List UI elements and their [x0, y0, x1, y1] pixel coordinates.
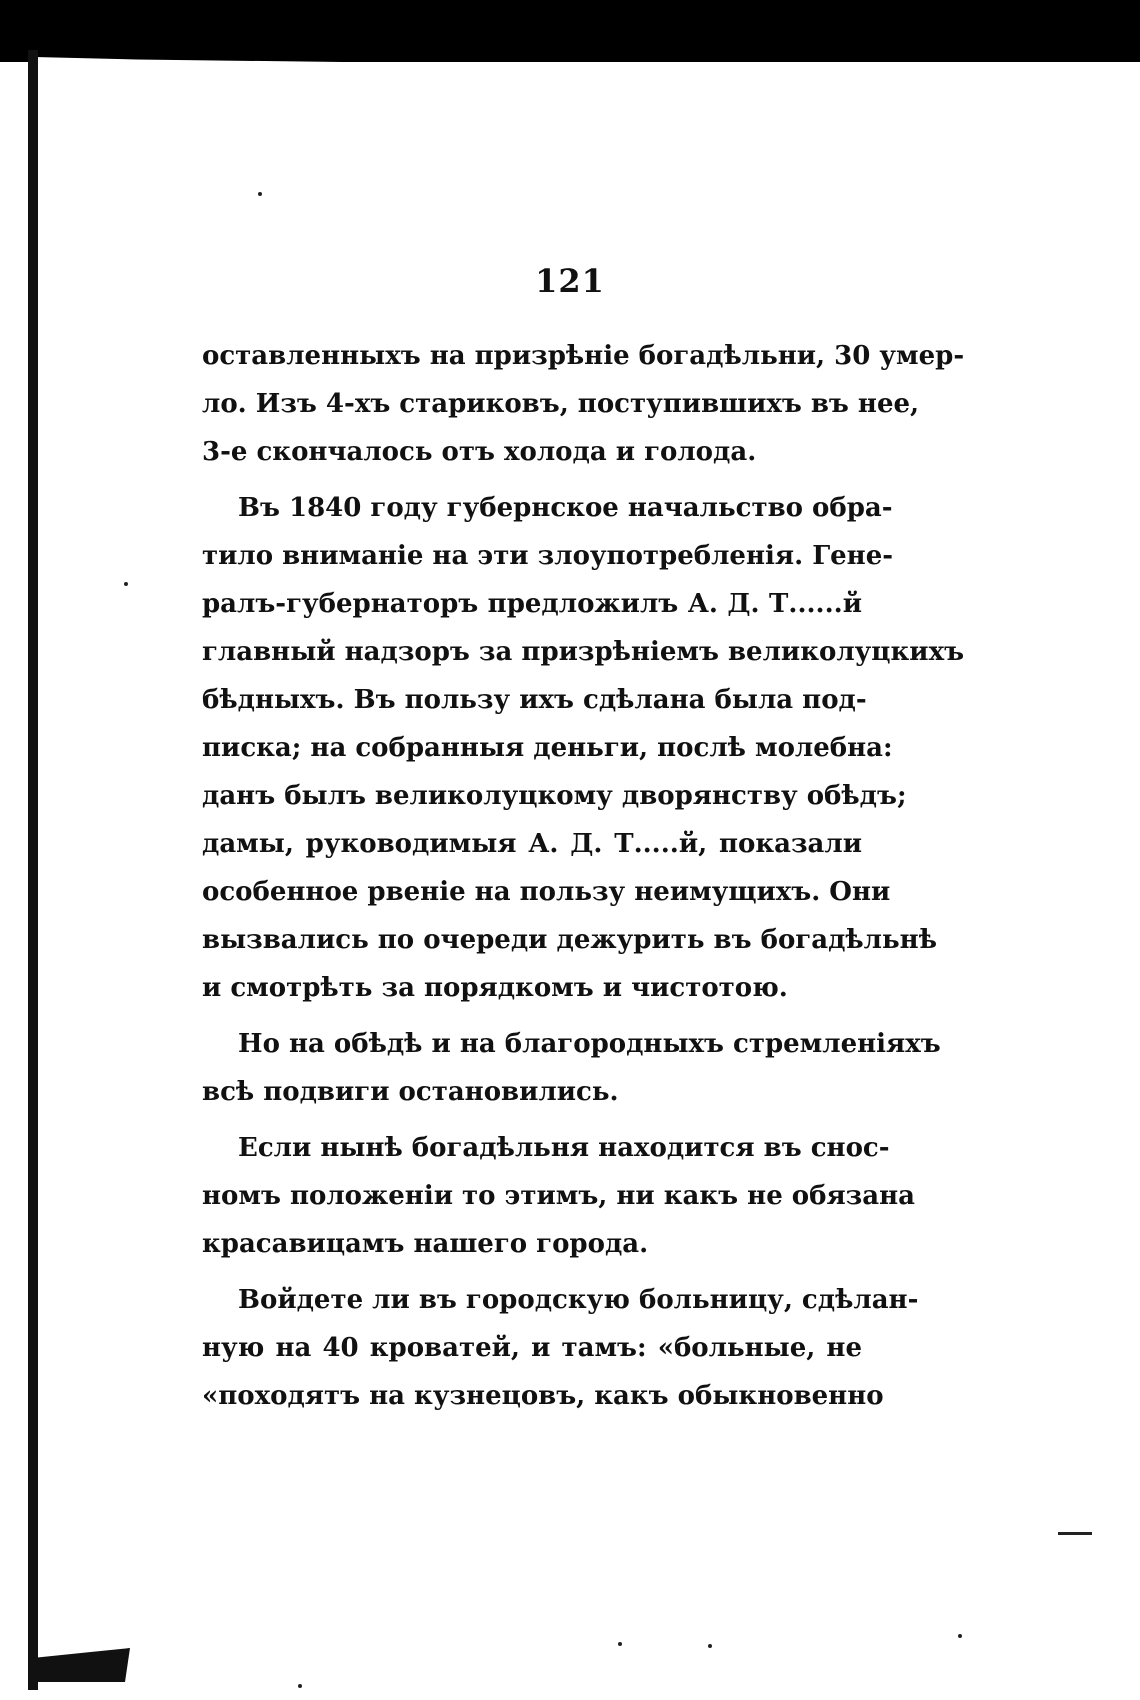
text-line: Войдете ли въ городскую больницу, сдѣлан-: [238, 1285, 919, 1315]
text-line: всѣ подвиги остановились.: [202, 1077, 619, 1107]
paragraph-gap: [202, 476, 862, 484]
scan-border-top: [0, 0, 1140, 62]
paragraph: [202, 1276, 919, 1420]
scan-blot-bottom-left: [30, 1648, 130, 1682]
text-line: и смотрѣть за порядкомъ и чистотою.: [202, 973, 788, 1003]
body-text: [202, 332, 965, 1420]
scan-speck: [298, 1684, 302, 1688]
paragraph-gap: [202, 1116, 862, 1124]
text-line: ную на 40 кроватей, и тамъ: «больные, не: [202, 1333, 862, 1363]
scan-mark-right: [1058, 1532, 1092, 1535]
scan-speck: [258, 192, 262, 196]
text-line: ралъ-губернаторъ предложилъ А. Д. Т......й: [202, 589, 862, 619]
text-line: главный надзоръ за призрѣніемъ великолуцкихъ: [202, 637, 965, 667]
text-line: оставленныхъ на призрѣніе богадѣльни, 30 умер-: [202, 341, 965, 371]
paragraph-gap: [202, 1012, 862, 1020]
text-line: «походятъ на кузнецовъ, какъ обыкновенно: [202, 1381, 884, 1411]
text-line: дамы, руководимыя А. Д. Т.....й, показали: [202, 829, 862, 859]
text-line: тило вниманіе на эти злоупотребленія. Гене-: [202, 541, 894, 571]
text-line: 3-е скончалось отъ холода и голода.: [202, 437, 757, 467]
text-line: особенное рвеніе на пользу неимущихъ. Они: [202, 877, 891, 907]
text-line: данъ былъ великолуцкому дворянству обѣдъ;: [202, 781, 907, 811]
paragraph-gap: [202, 1268, 862, 1276]
text-line: бѣдныхъ. Въ пользу ихъ сдѣлана была под-: [202, 685, 867, 715]
text-line: Если нынѣ богадѣльня находится въ снос-: [238, 1133, 890, 1163]
text-line: красавицамъ нашего города.: [202, 1229, 649, 1259]
text-line: Въ 1840 году губернское начальство обра-: [238, 493, 893, 523]
text-line: ло. Изъ 4-хъ стариковъ, поступившихъ въ нее,: [202, 389, 920, 419]
paragraph: [202, 332, 965, 476]
text-line: номъ положеніи то этимъ, ни какъ не обязана: [202, 1181, 915, 1211]
scan-speck: [124, 582, 128, 586]
paragraph: [202, 1020, 941, 1116]
scan-speck: [618, 1642, 622, 1646]
paragraph: [202, 1124, 915, 1268]
text-line: Но на обѣдѣ и на благородныхъ стремленіяхъ: [238, 1029, 941, 1059]
scan-speck: [708, 1644, 712, 1648]
text-line: вызвались по очереди дежурить въ богадѣльнѣ: [202, 925, 937, 955]
page-number: 121: [535, 262, 605, 300]
scan-speck: [958, 1634, 962, 1638]
paragraph: [202, 484, 965, 1012]
text-line: писка; на собранныя деньги, послѣ молебна:: [202, 733, 893, 763]
